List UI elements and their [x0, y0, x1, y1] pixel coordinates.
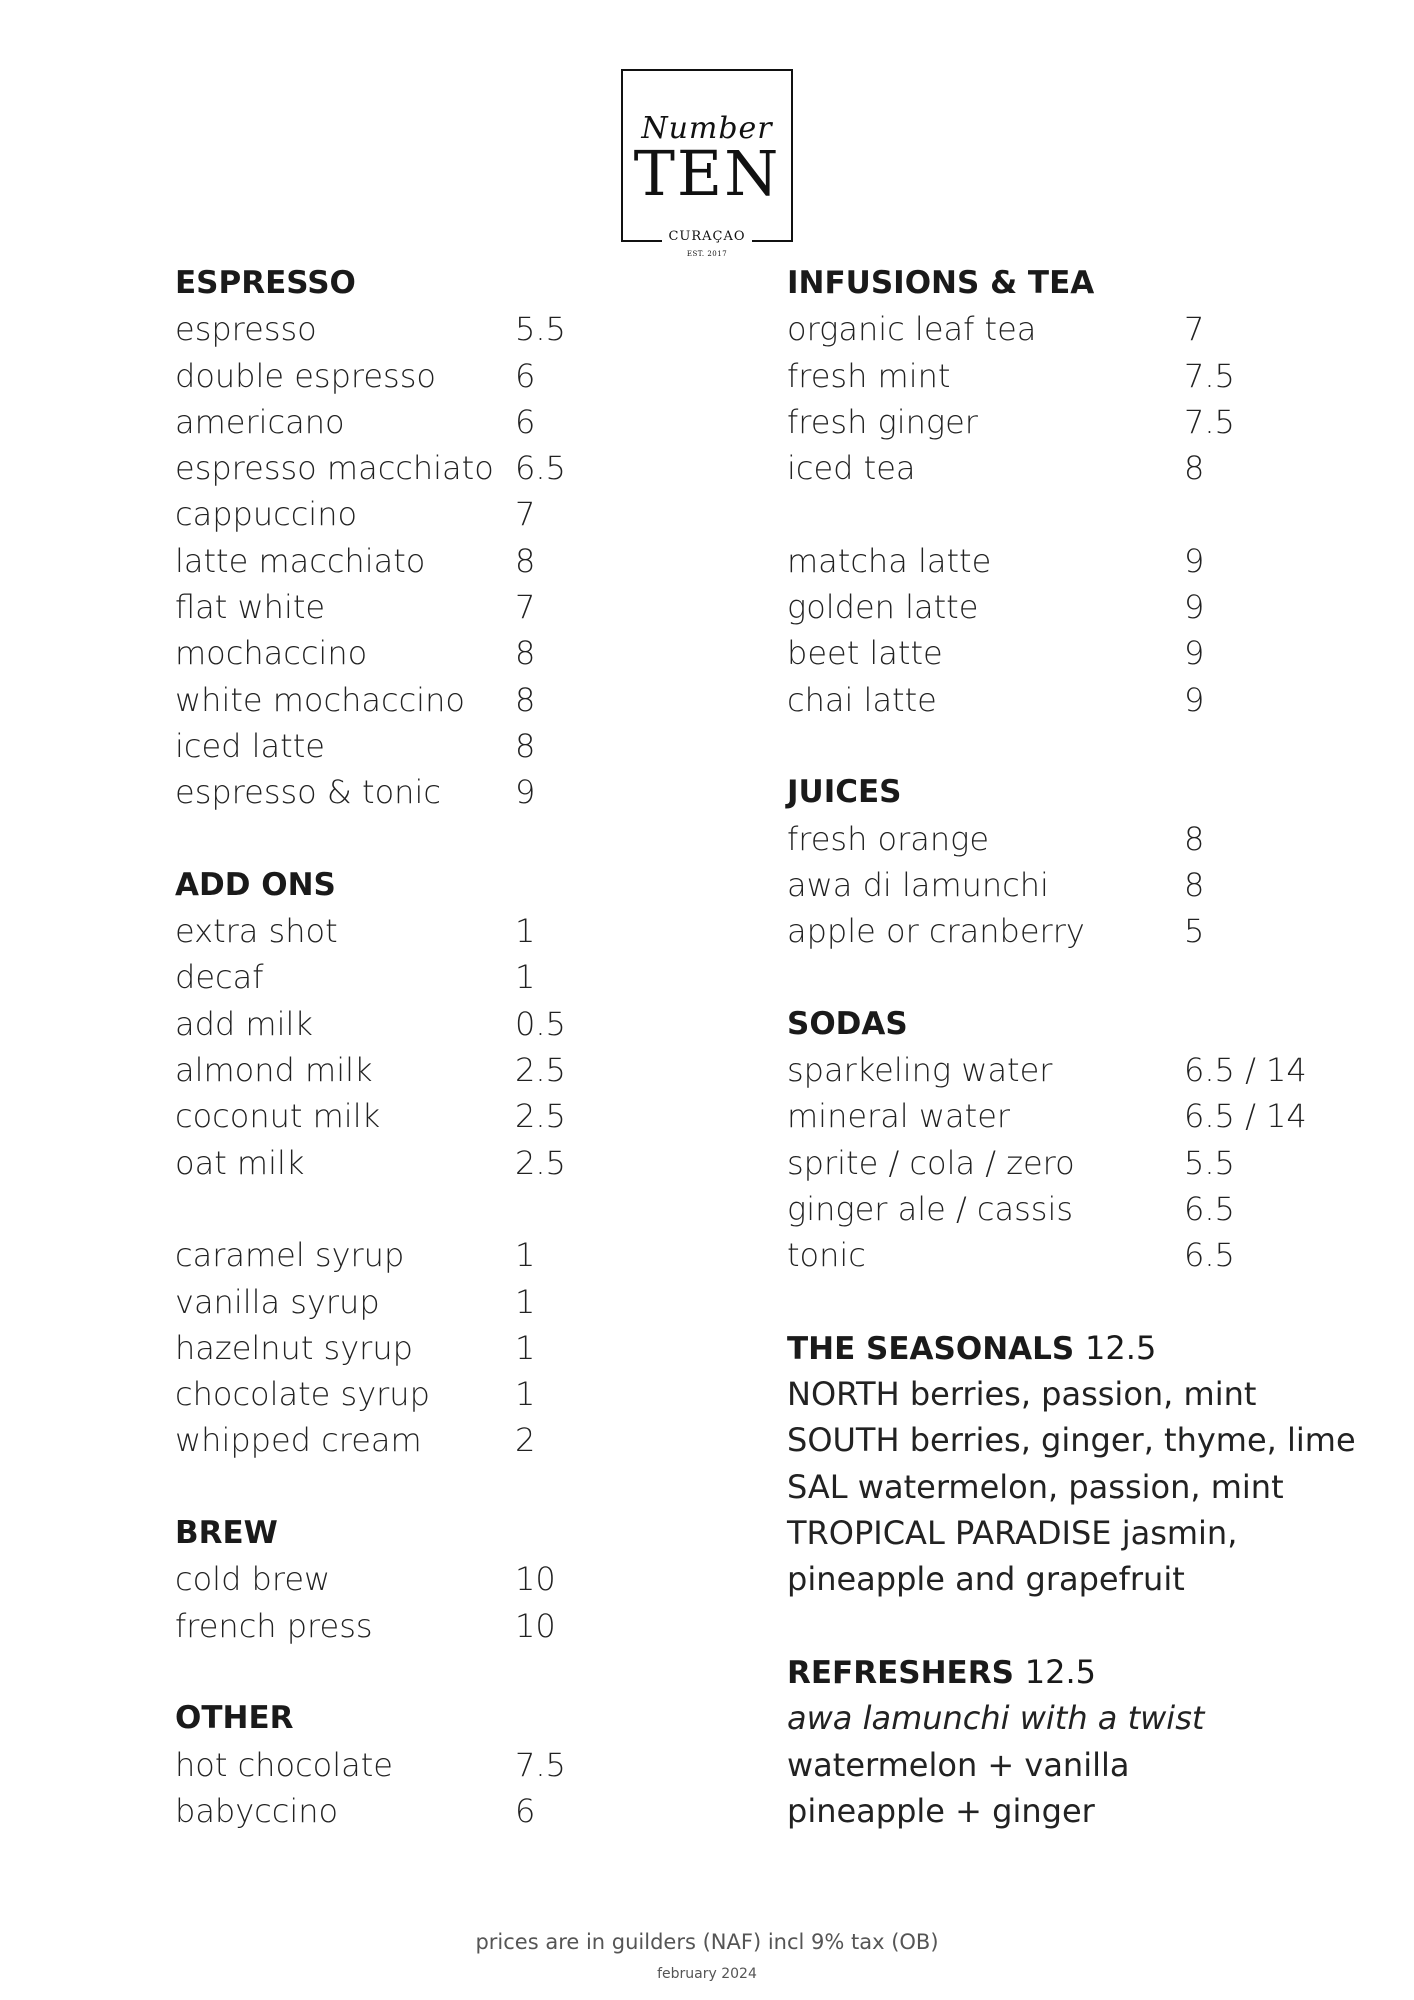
- menu-item: cold brew 10: [175, 1560, 556, 1599]
- menu-item: awa di lamunchi 8: [787, 865, 1205, 904]
- menu-item: mineral water 6.5 / 14: [787, 1097, 1307, 1136]
- seasonal-line: SOUTH berries, ginger, thyme, lime: [787, 1421, 1356, 1460]
- seasonal-line: pineapple and grapefruit: [787, 1560, 1185, 1599]
- menu-item: flat white 7: [175, 588, 536, 627]
- menu-item: babyccino 6: [175, 1791, 536, 1830]
- section-heading-infusions-tea: INFUSIONS & TEA: [787, 265, 1095, 301]
- menu-item: ginger ale / cassis 6.5: [787, 1189, 1235, 1228]
- refresher-line: pineapple + ginger: [787, 1791, 1095, 1830]
- menu-left-column: [175, 260, 615, 1834]
- menu-item: almond milk 2.5: [175, 1051, 566, 1090]
- menu-item: white mochaccino 8: [175, 680, 536, 719]
- menu-item: vanilla syrup 1: [175, 1282, 536, 1321]
- refresher-line: watermelon + vanilla: [787, 1745, 1130, 1784]
- menu-item: fresh mint 7.5: [787, 356, 1235, 395]
- section-heading-refreshers: REFRESHERS 12.5: [787, 1652, 1096, 1691]
- menu-item: organic leaf tea 7: [787, 310, 1205, 349]
- menu-item: sprite / cola / zero 5.5: [787, 1143, 1235, 1182]
- menu-item: caramel syrup 1: [175, 1236, 536, 1275]
- menu-item: sparkeling water 6.5 / 14: [787, 1051, 1307, 1090]
- menu-item: cappuccino 7: [175, 495, 536, 534]
- menu-item: tonic 6.5: [787, 1236, 1235, 1275]
- menu-right-column: [787, 260, 1356, 1834]
- logo: [621, 69, 793, 242]
- menu-item: latte macchiato 8: [175, 541, 536, 580]
- menu-item: fresh ginger 7.5: [787, 402, 1235, 441]
- section-heading-add-ons: ADD ONS: [175, 866, 336, 903]
- section-heading-sodas: SODAS: [787, 1005, 908, 1042]
- menu-item: golden latte 9: [787, 588, 1205, 627]
- menu-item: iced latte 8: [175, 726, 536, 765]
- menu-item: matcha latte 9: [787, 541, 1205, 580]
- seasonals-price: 12.5: [1085, 1328, 1157, 1367]
- menu-item: mochaccino 8: [175, 634, 536, 673]
- seasonal-line: SAL watermelon, passion, mint: [787, 1467, 1284, 1506]
- logo-est: EST. 2017: [686, 250, 728, 258]
- section-heading-espresso: ESPRESSO: [175, 265, 356, 301]
- menu-item: chocolate syrup 1: [175, 1375, 536, 1414]
- menu-item: hazelnut syrup 1: [175, 1328, 536, 1367]
- menu-item: coconut milk 2.5: [175, 1097, 566, 1136]
- menu-item: espresso 5.5: [175, 310, 566, 349]
- menu-item: espresso & tonic 9: [175, 773, 536, 812]
- logo-script: Number: [641, 111, 773, 146]
- refreshers-price: 12.5: [1024, 1652, 1096, 1691]
- seasonal-line: NORTH berries, passion, mint: [787, 1375, 1257, 1414]
- menu-item: fresh orange 8: [787, 819, 1205, 858]
- section-heading-juices: JUICES: [787, 774, 902, 811]
- refreshers-subtitle: awa lamunchi with a twist: [787, 1699, 1205, 1738]
- menu-item: decaf 1: [175, 958, 536, 997]
- footer-date: february 2024: [657, 1966, 757, 1982]
- section-heading-seasonals: THE SEASONALS 12.5: [787, 1328, 1157, 1367]
- section-heading-brew: BREW: [175, 1515, 278, 1552]
- menu-item: iced tea 8: [787, 449, 1205, 488]
- menu-item: add milk 0.5: [175, 1004, 566, 1043]
- menu-item: beet latte 9: [787, 634, 1205, 673]
- menu-item: extra shot 1: [175, 912, 536, 951]
- logo-place: CURAÇAO: [621, 229, 793, 244]
- logo-name: TEN: [633, 137, 781, 210]
- menu-item: espresso macchiato 6.5: [175, 449, 566, 488]
- section-heading-other: OTHER: [175, 1700, 294, 1737]
- menu-item: apple or cranberry 5: [787, 912, 1205, 951]
- menu-item: whipped cream 2: [175, 1421, 536, 1460]
- seasonal-line: TROPICAL PARADISE jasmin,: [787, 1514, 1238, 1553]
- menu-item: americano 6: [175, 402, 536, 441]
- menu-item: double espresso 6: [175, 356, 536, 395]
- menu-item: french press 10: [175, 1606, 556, 1645]
- menu-item: chai latte 9: [787, 680, 1205, 719]
- menu-item: hot chocolate 7.5: [175, 1745, 566, 1784]
- menu-item: oat milk 2.5: [175, 1143, 566, 1182]
- footer-note: prices are in guilders (NAF) incl 9% tax (OB): [475, 1930, 939, 1954]
